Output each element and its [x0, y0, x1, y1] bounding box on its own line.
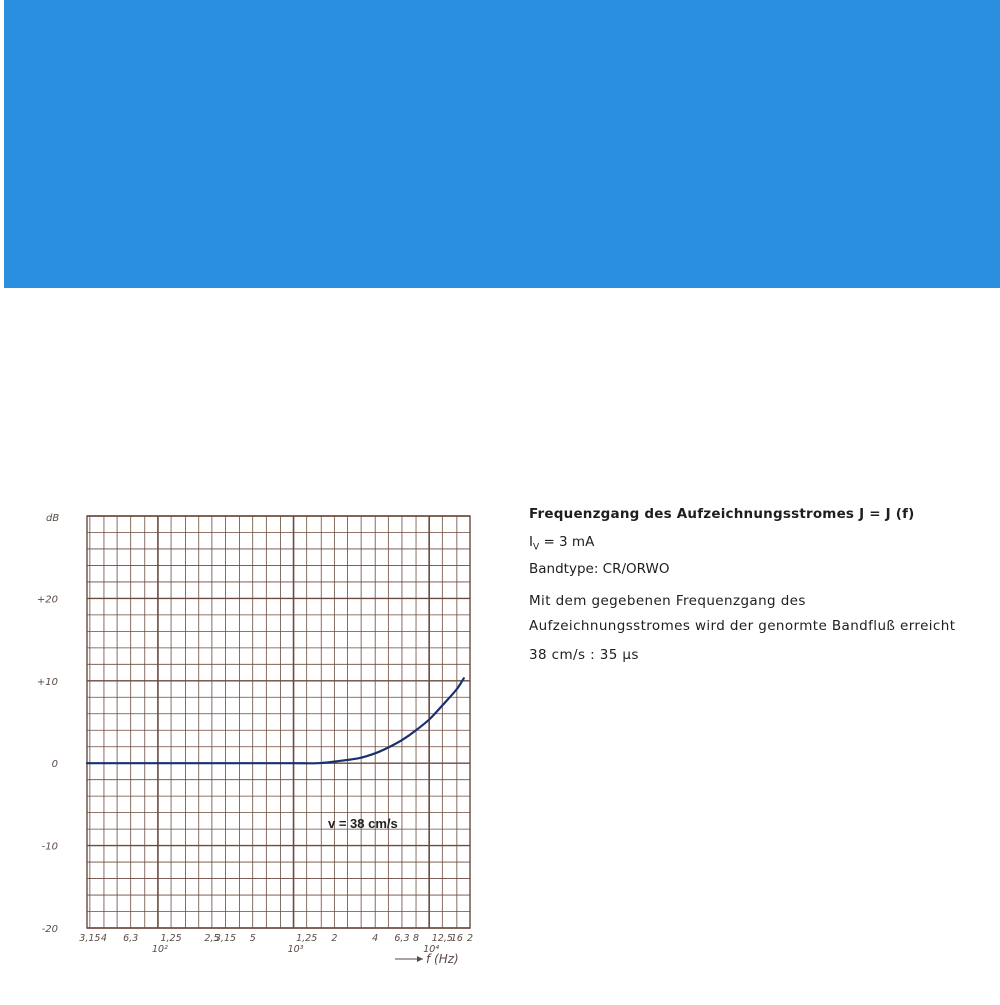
x-tick-label: 1,25: [160, 933, 182, 944]
x-tick-label: 5: [249, 933, 256, 944]
current-symbol: I: [529, 534, 533, 550]
tape-type: Bandtype: CR/ORWO: [529, 560, 670, 577]
y-axis-label: dB: [46, 513, 60, 524]
chart-description-panel: [529, 506, 969, 663]
current-value: = 3 mA: [543, 534, 595, 550]
y-tick-label: +10: [36, 676, 58, 688]
y-tick-label: +20: [36, 594, 58, 606]
x-tick-label: 2,5: [204, 933, 220, 944]
x-tick-label: 2: [331, 933, 338, 944]
current-spec: [529, 534, 969, 553]
x-tick-label: 2: [466, 933, 474, 944]
x-axis-arrowhead: [417, 956, 423, 962]
current-subscript: V: [532, 542, 540, 553]
y-tick-label: 0: [51, 759, 58, 771]
y-tick-label: -10: [41, 841, 58, 853]
description-title: Frequenzgang des Aufzeichnungsstromes J = J (f): [529, 506, 915, 522]
speed-annotation: v = 38 cm/s: [328, 816, 398, 831]
x-tick-label: 4: [372, 933, 379, 944]
x-tick-label: 6,3: [123, 933, 139, 944]
x-tick-label: 4: [100, 933, 107, 944]
chart-curve-layer: [87, 678, 464, 763]
x-tick-label: 3,15: [214, 933, 237, 944]
x-decade-label: 10²: [151, 944, 168, 955]
x-decade-label: 10³: [287, 944, 304, 955]
x-decade-label: 10⁴: [423, 944, 440, 955]
x-tick-label: 6,3: [394, 933, 410, 944]
response-curve: [87, 678, 464, 763]
chart-grid: [87, 516, 470, 928]
x-tick-label: 16: [450, 933, 463, 944]
description-text: Mit dem gegebenen Frequenzgang des Aufzeichnungsstromes wird der genormte Bandfluß erreicht: [529, 592, 956, 634]
chart-labels: [37, 513, 473, 966]
x-axis-label: f (Hz): [426, 952, 459, 966]
x-tick-label: 8: [413, 933, 420, 944]
speed-time-constant: 38 cm/s : 35 µs: [529, 646, 639, 663]
x-tick-label: 1,25: [296, 933, 318, 944]
y-tick-label: -20: [41, 924, 58, 935]
x-tick-label: 12,5: [431, 933, 453, 944]
x-tick-label: 3,15: [79, 933, 101, 944]
